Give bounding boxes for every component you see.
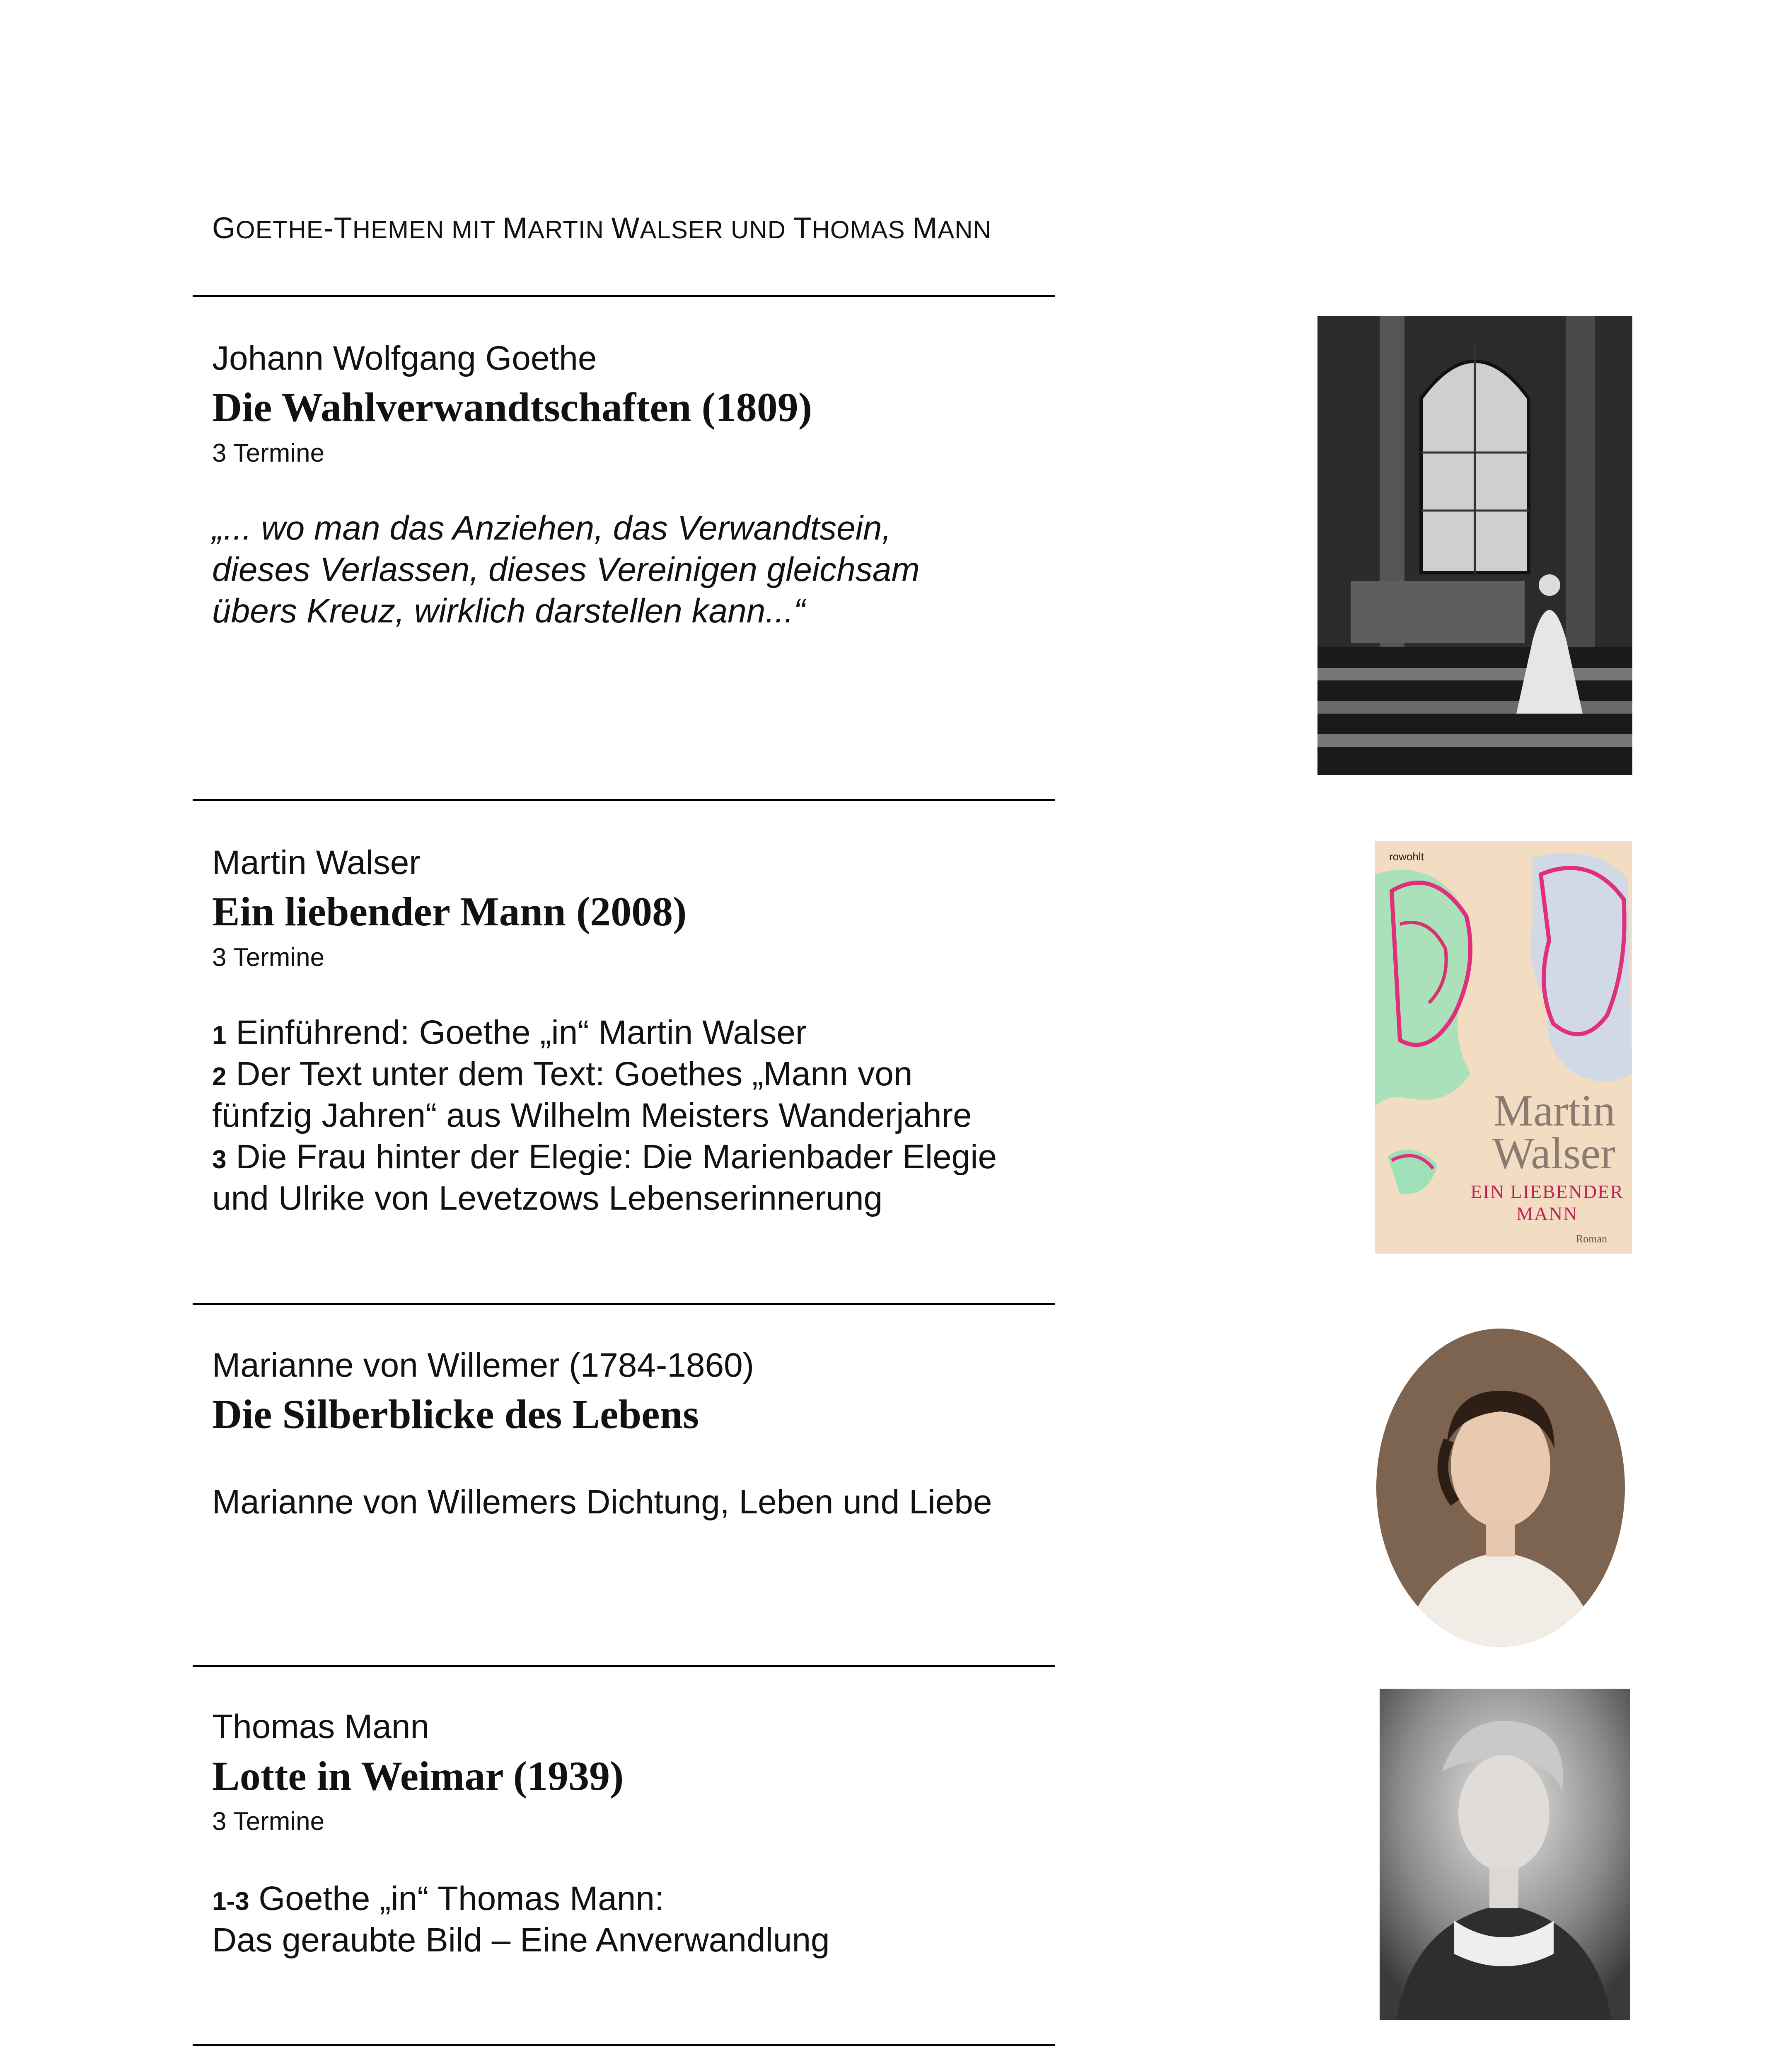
header-part: OETHE: [236, 216, 324, 244]
list-item: 2 Der Text unter dem Text: Goethes „Mann von: [212, 1055, 913, 1093]
divider: [193, 1665, 1055, 1667]
section-termine: 3 Termine: [212, 439, 325, 467]
list-item: Das geraubte Bild – Eine Anverwandlung: [212, 1921, 830, 1959]
divider: [193, 1303, 1055, 1305]
header-part: ANN: [938, 216, 991, 244]
gothic-interior-image: [1317, 316, 1632, 775]
divider: [193, 2044, 1055, 2046]
quote-line: dieses Verlassen, dieses Vereinigen gleichsam: [212, 551, 920, 588]
header-part: M: [502, 212, 528, 245]
quote-line: übers Kreuz, wirklich darstellen kann...“: [212, 592, 805, 630]
section-author: Marianne von Willemer (1784-1860): [212, 1346, 754, 1384]
section-title: Die Wahlverwandtschaften (1809): [212, 384, 812, 430]
cover-title-line: EIN LIEBENDER: [1470, 1181, 1624, 1202]
list-item: 1 Einführend: Goethe „in“ Martin Walser: [212, 1014, 807, 1051]
list-item: fünfzig Jahren“ aus Wilhelm Meisters Wanderjahre: [212, 1097, 972, 1134]
section-title: Die Silberblicke des Lebens: [212, 1391, 699, 1437]
header-part: ALSER UND: [640, 216, 793, 244]
header-part: -T: [323, 212, 353, 245]
header-part: HOMAS: [812, 216, 913, 244]
header-part: G: [212, 212, 236, 245]
header-part: W: [611, 212, 640, 245]
header-part: T: [793, 212, 812, 245]
section-termine: 3 Termine: [212, 1807, 325, 1836]
cover-genre: Roman: [1576, 1233, 1607, 1245]
section-author: Thomas Mann: [212, 1708, 430, 1745]
list-item: 1-3 Goethe „in“ Thomas Mann:: [212, 1880, 664, 1917]
section-termine: 3 Termine: [212, 943, 325, 972]
section-title: Lotte in Weimar (1939): [212, 1753, 624, 1799]
cover-author-line: Walser: [1492, 1128, 1615, 1178]
section-title: Ein liebender Mann (2008): [212, 888, 687, 934]
header-part: M: [912, 212, 938, 245]
section-author: Johann Wolfgang Goethe: [212, 339, 597, 377]
book-cover-image: [1375, 841, 1632, 1254]
marianne-portrait-image: [1376, 1329, 1625, 1647]
section-author: Martin Walser: [212, 844, 421, 881]
page-header: [212, 211, 991, 245]
cover-author-line: Martin: [1494, 1086, 1615, 1135]
quote-line: „... wo man das Anziehen, das Verwandtsein,: [212, 509, 892, 547]
lotte-portrait-image: [1380, 1689, 1630, 2020]
list-item: 3 Die Frau hinter der Elegie: Die Marienbader Elegie: [212, 1138, 997, 1176]
section-description: Marianne von Willemers Dichtung, Leben und Liebe: [212, 1483, 992, 1521]
divider: [193, 799, 1055, 801]
divider: [193, 295, 1055, 297]
header-part: HEMEN MIT: [352, 216, 503, 244]
publisher-logo: rowohlt: [1389, 850, 1424, 863]
header-part: ARTIN: [527, 216, 612, 244]
cover-title-line: MANN: [1516, 1203, 1578, 1224]
list-item: und Ulrike von Levetzows Lebenserinnerung: [212, 1179, 883, 1217]
